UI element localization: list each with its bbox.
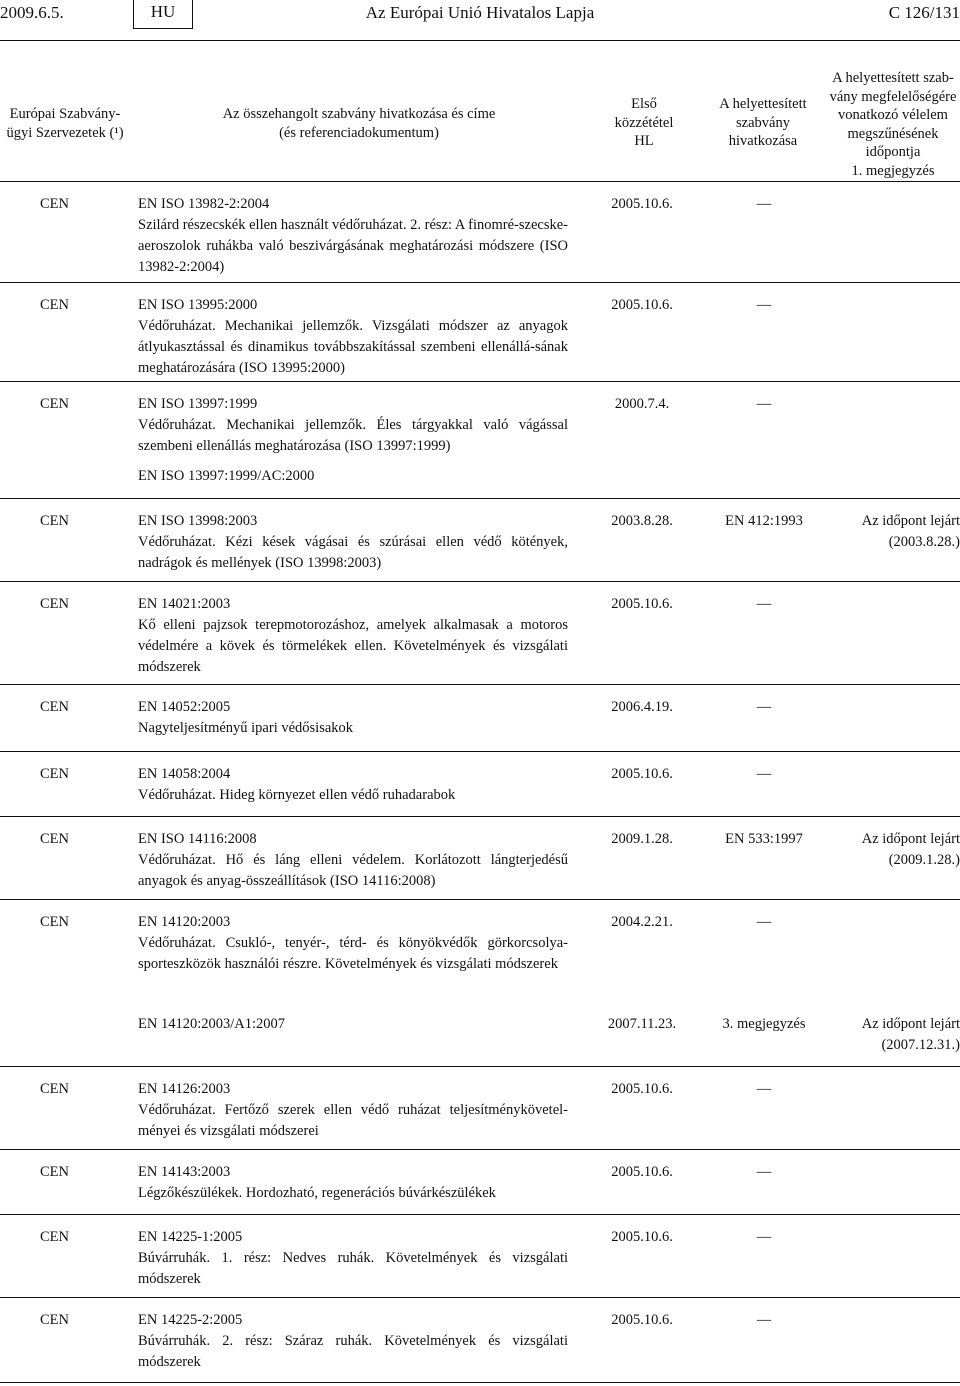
superseded-standard-cell: — <box>756 1229 772 1245</box>
standard-code: EN 14143:2003 <box>138 1164 231 1180</box>
standard-code: EN 14225-2:2005 <box>138 1312 243 1328</box>
standard-code: EN 14052:2005 <box>138 699 231 715</box>
organisation-cell: CEN <box>40 1312 69 1328</box>
standard-code: EN 14021:2003 <box>138 596 231 612</box>
standard-title: Védőruházat. Hő és láng elleni védelem. Korlátozott lángterjedésű anyagok és anyag-összeállítások (ISO 14116:2008) <box>138 852 568 889</box>
table-row <box>0 582 960 685</box>
publication-date-cell: 2000.7.4. <box>614 396 670 412</box>
table-row <box>0 1298 960 1383</box>
table-row <box>0 900 960 1002</box>
publication-date-cell: 2005.10.6. <box>611 596 673 612</box>
standard-title: Védőruházat. Csukló-, tenyér-, térd- és könyökvédők görkorcsolya-sporteszközök használói részre. Követelmények és vizsgálati módszerek <box>138 935 568 972</box>
standard-title: Búvárruhák. 2. rész: Száraz ruhák. Követelmények és vizsgálati módszerek <box>138 1333 568 1370</box>
superseded-standard-cell: — <box>756 1081 772 1097</box>
journal-title: Az Európai Unió Hivatalos Lapja <box>365 3 595 22</box>
standard-title: Légzőkészülékek. Hordozható, regenerációs búvárkészülékek <box>138 1185 496 1201</box>
column-header-superseded: A helyettesített szabvány hivatkozása <box>719 96 807 149</box>
table-row <box>0 283 960 382</box>
superseded-standard-cell: EN 533:1997 <box>725 831 803 847</box>
organisation-cell: CEN <box>40 766 69 782</box>
table-row <box>0 1215 960 1298</box>
reference-cell <box>138 511 568 574</box>
organisation-cell: CEN <box>40 297 69 313</box>
organisation-cell: CEN <box>40 513 69 529</box>
table-row <box>0 182 960 283</box>
publication-date-cell: 2005.10.6. <box>611 1164 673 1180</box>
column-header-organisation: Európai Szabvány- ügyi Szervezetek (¹) <box>6 106 124 141</box>
standard-title: Védőruházat. Fertőző szerek ellen védő ruházat teljesítménykövetel-ményei és vizsgálati módszerei <box>138 1102 568 1139</box>
reference-cell <box>138 1162 568 1204</box>
column-header-publication: Első közzététel HL <box>614 96 674 149</box>
page-header <box>0 0 960 32</box>
organisation-cell: CEN <box>40 396 69 412</box>
table-column-headers <box>0 40 960 182</box>
table-row <box>0 685 960 752</box>
reference-cell <box>138 829 568 892</box>
standard-code: EN 14120:2003 <box>138 914 231 930</box>
publication-date-cell: 2005.10.6. <box>611 1229 673 1245</box>
language-box: HU <box>133 0 193 29</box>
table-body <box>0 182 960 1383</box>
standard-code: EN ISO 13982-2:2004 <box>138 196 270 212</box>
standard-code: EN ISO 13997:1999/AC:2000 <box>138 468 315 484</box>
table-row <box>0 1002 960 1067</box>
organisation-cell: CEN <box>40 196 69 212</box>
publication-date-cell: 2009.1.28. <box>611 831 673 847</box>
publication-date-cell: 2007.11.23. <box>607 1016 677 1032</box>
table-row <box>0 382 960 454</box>
page-number: C 126/131 <box>888 3 960 22</box>
reference-cell <box>138 1227 568 1290</box>
column-header-reference: Az összehangolt szabvány hivatkozása és címe (és referenciadokumentum) <box>222 106 496 141</box>
publication-date-cell: 2005.10.6. <box>611 1312 673 1328</box>
reference-cell <box>138 194 568 278</box>
standards-table <box>0 40 960 1383</box>
standard-code: EN 14058:2004 <box>138 766 231 782</box>
superseded-standard-cell: 3. megjegyzés <box>722 1016 806 1032</box>
standard-code: EN ISO 13997:1999 <box>138 396 258 412</box>
reference-cell <box>138 1079 568 1142</box>
superseded-standard-cell: — <box>756 297 772 313</box>
organisation-cell: CEN <box>40 1164 69 1180</box>
expiry-date-cell: Az időpont lejárt (2009.1.28.) <box>861 831 960 868</box>
reference-cell <box>138 594 568 678</box>
standard-title: Búvárruhák. 1. rész: Nedves ruhák. Követelmények és vizsgálati módszerek <box>138 1250 568 1287</box>
standard-title: Védőruházat. Mechanikai jellemzők. Vizsgálati módszer az anyagok átlyukasztással és dinamikus továbbszakítással szembeni ellenállá-sának meghatározására (ISO 13995:2000) <box>138 318 568 376</box>
reference-cell <box>138 1014 568 1035</box>
expiry-date-cell: Az időpont lejárt (2007.12.31.) <box>861 1016 960 1053</box>
reference-cell <box>138 764 568 806</box>
organisation-cell: CEN <box>40 596 69 612</box>
standard-code: EN 14120:2003/A1:2007 <box>138 1016 286 1032</box>
organisation-cell: CEN <box>40 831 69 847</box>
publication-date-cell: 2003.8.28. <box>611 513 673 529</box>
publication-date-cell: 2005.10.6. <box>611 766 673 782</box>
standard-code: EN ISO 13998:2003 <box>138 513 258 529</box>
table-row <box>0 454 960 499</box>
organisation-cell: CEN <box>40 699 69 715</box>
organisation-cell: CEN <box>40 1229 69 1245</box>
reference-cell <box>138 1310 568 1373</box>
table-row <box>0 817 960 900</box>
standard-title: Szilárd részecskék ellen használt védőruházat. 2. rész: A finomré-szecske-aeroszolok ruhákba való beszivárgásának meghatározási módszere (ISO 13982-2:2004) <box>138 217 568 275</box>
header-date: 2009.6.5. <box>0 3 64 22</box>
superseded-standard-cell: — <box>756 596 772 612</box>
table-row <box>0 499 960 582</box>
superseded-standard-cell: — <box>756 1312 772 1328</box>
reference-cell <box>138 466 568 487</box>
standard-code: EN 14225-1:2005 <box>138 1229 243 1245</box>
expiry-date-cell: Az időpont lejárt (2003.8.28.) <box>861 513 960 550</box>
standard-title: Védőruházat. Kézi kések vágásai és szúrásai ellen védő kötények, nadrágok és mellények (ISO 13998:2003) <box>138 534 568 571</box>
standard-code: EN 14126:2003 <box>138 1081 231 1097</box>
standard-code: EN ISO 13995:2000 <box>138 297 258 313</box>
standard-title: Védőruházat. Mechanikai jellemzők. Éles tárgyakkal való vágással szembeni ellenállás meghatározása (ISO 13997:1999) <box>138 417 568 454</box>
publication-date-cell: 2005.10.6. <box>611 1081 673 1097</box>
reference-cell <box>138 394 568 457</box>
table-row <box>0 1150 960 1215</box>
column-header-expiry: A helyettesített szab- vány megfelelőségére vonatkozó vélelem megszűnésének időpontja 1. megjegyzés <box>829 70 957 179</box>
publication-date-cell: 2005.10.6. <box>611 196 673 212</box>
superseded-standard-cell: EN 412:1993 <box>725 513 803 529</box>
table-row <box>0 1067 960 1150</box>
reference-cell <box>138 295 568 379</box>
standard-title: Nagyteljesítményű ipari védősisakok <box>138 720 354 736</box>
superseded-standard-cell: — <box>756 396 772 412</box>
superseded-standard-cell: — <box>756 1164 772 1180</box>
publication-date-cell: 2005.10.6. <box>611 297 673 313</box>
standard-code: EN ISO 14116:2008 <box>138 831 257 847</box>
superseded-standard-cell: — <box>756 699 772 715</box>
publication-date-cell: 2004.2.21. <box>611 914 673 930</box>
organisation-cell: CEN <box>40 1081 69 1097</box>
reference-cell <box>138 912 568 975</box>
organisation-cell: CEN <box>40 914 69 930</box>
standard-title: Kő elleni pajzsok terepmotorozáshoz, amelyek alkalmasak a motoros védelmére a kövek és törmelékek ellen. Követelmények és vizsgálati módszerek <box>138 617 568 675</box>
publication-date-cell: 2006.4.19. <box>611 699 673 715</box>
superseded-standard-cell: — <box>756 914 772 930</box>
superseded-standard-cell: — <box>756 766 772 782</box>
standard-title: Védőruházat. Hideg környezet ellen védő ruhadarabok <box>138 787 456 803</box>
superseded-standard-cell: — <box>756 196 772 212</box>
reference-cell <box>138 697 568 739</box>
table-row <box>0 752 960 817</box>
